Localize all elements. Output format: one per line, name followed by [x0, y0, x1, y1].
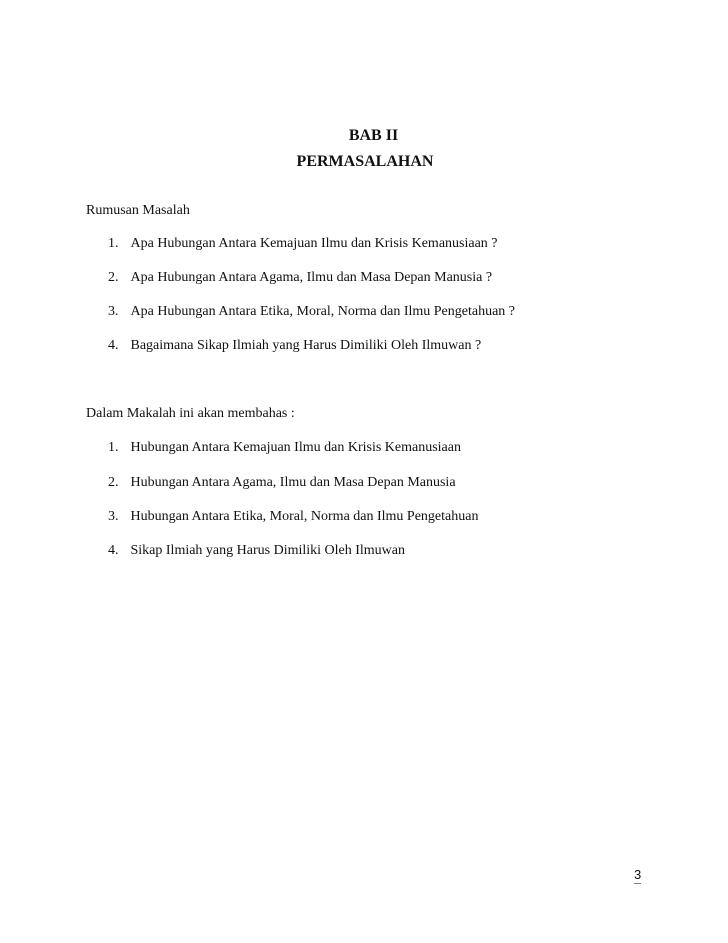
list-item	[108, 303, 515, 321]
list-item-text: Apa Hubungan Antara Kemajuan Ilmu dan Krisis Kemanusiaan ?	[130, 236, 498, 251]
list-item	[108, 337, 481, 355]
list-item-text: Apa Hubungan Antara Etika, Moral, Norma dan Ilmu Pengetahuan ?	[130, 304, 516, 319]
list-item-number: 3.	[108, 304, 119, 319]
list-item-text: Hubungan Antara Etika, Moral, Norma dan Ilmu Pengetahuan	[130, 509, 479, 524]
list-item	[108, 439, 461, 457]
list-item-number: 2.	[108, 270, 119, 285]
list-item-number: 3.	[108, 509, 119, 524]
list-item-number: 2.	[108, 475, 119, 490]
list-item	[108, 269, 492, 287]
section-heading-dalam-makalah: Dalam Makalah ini akan membahas :	[86, 406, 295, 421]
list-item	[108, 542, 405, 560]
list-item-text: Apa Hubungan Antara Agama, Ilmu dan Masa Depan Manusia ?	[130, 270, 493, 285]
list-item-number: 1.	[108, 440, 119, 455]
list-item	[108, 508, 478, 526]
list-item-text: Hubungan Antara Kemajuan Ilmu dan Krisis Kemanusiaan	[130, 440, 461, 455]
list-item	[108, 474, 456, 492]
list-item-number: 4.	[108, 543, 119, 558]
list-item-text: Bagaimana Sikap Ilmiah yang Harus Dimiliki Oleh Ilmuwan ?	[130, 338, 482, 353]
list-item-text: Hubungan Antara Agama, Ilmu dan Masa Depan Manusia	[130, 475, 456, 490]
list-item-text: Sikap Ilmiah yang Harus Dimiliki Oleh Ilmuwan	[130, 543, 406, 558]
list-item-number: 1.	[108, 236, 119, 251]
page-number: 3	[634, 867, 642, 882]
section-heading-rumusan-masalah: Rumusan Masalah	[86, 203, 190, 218]
list-item-number: 4.	[108, 338, 119, 353]
chapter-title: PERMASALAHAN	[296, 153, 434, 170]
list-item	[108, 235, 498, 253]
chapter-label: BAB II	[348, 127, 399, 144]
